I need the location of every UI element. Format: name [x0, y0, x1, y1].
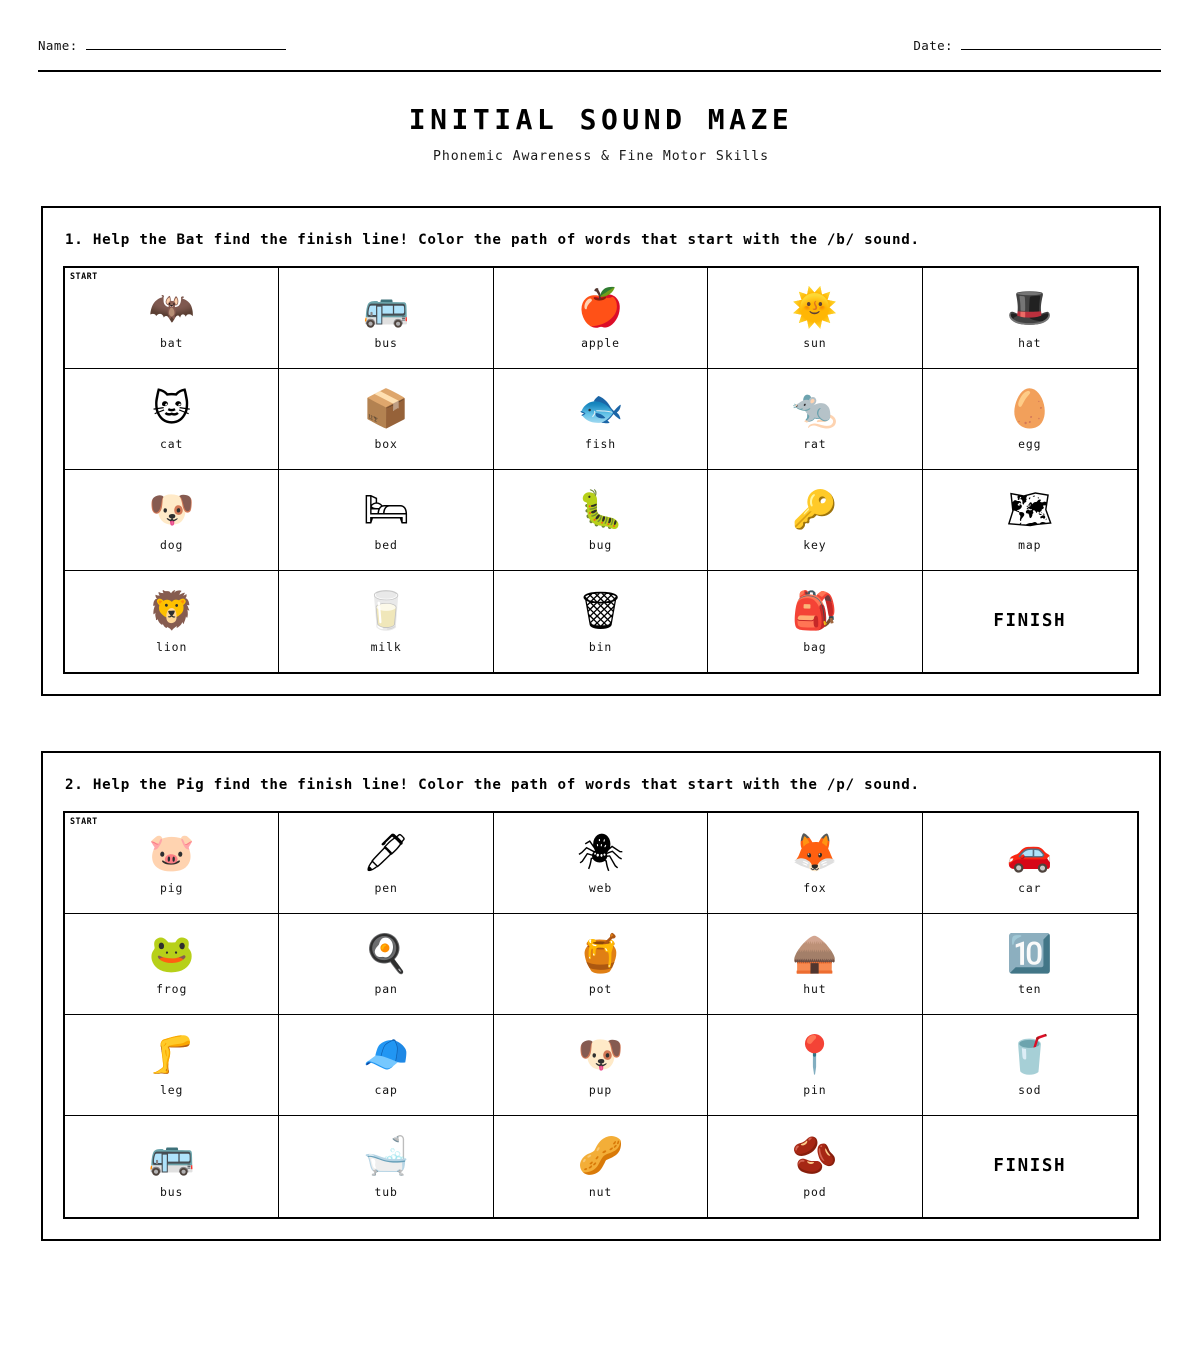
bus-icon: 🚌 [363, 285, 410, 329]
student-info-bar [0, 0, 1202, 53]
maze-cell[interactable] [279, 1015, 493, 1116]
maze-cell-word: fox [803, 881, 827, 896]
maze-cell[interactable] [923, 470, 1137, 571]
maze-cell[interactable] [494, 914, 708, 1015]
maze-cell[interactable] [279, 268, 493, 369]
maze-cell[interactable] [279, 571, 493, 672]
maze-cell[interactable] [494, 1116, 708, 1217]
finish-label: FINISH [993, 1156, 1067, 1177]
maze-cell-word: nut [588, 1184, 613, 1199]
exercise-1-instruction: 1. Help the Bat find the finish line! Color the path of words that start with the /b/ sound. [65, 231, 920, 248]
dog-icon: 🐶 [148, 487, 195, 531]
pig-icon: 🐷 [148, 830, 195, 874]
maze-cell[interactable] [708, 571, 922, 672]
bug-icon: 🐛 [577, 487, 624, 531]
maze-cell-word: pan [374, 982, 398, 997]
pod-icon: 🫘 [791, 1134, 838, 1178]
name-label: Name: [38, 38, 78, 53]
bag-icon: 🎒 [791, 589, 838, 633]
maze-cell[interactable] [279, 813, 493, 914]
nut-icon: 🥜 [577, 1134, 624, 1178]
maze-cell-word: fish [584, 437, 616, 452]
maze-cell[interactable] [65, 914, 279, 1015]
egg-icon: 🥚 [1006, 386, 1053, 430]
maze-cell-word: ten [1018, 982, 1042, 997]
ten-icon: 🔟 [1006, 931, 1053, 975]
maze-cell[interactable] [65, 1116, 279, 1217]
pin-icon: 📍 [791, 1032, 838, 1076]
maze-cell[interactable] [923, 369, 1137, 470]
fish-icon: 🐟 [577, 386, 624, 430]
exercise-panel-2 [41, 751, 1161, 1241]
maze-cell[interactable] [65, 1015, 279, 1116]
maze-cell[interactable] [65, 268, 279, 369]
maze-cell[interactable] [494, 1015, 708, 1116]
maze-cell[interactable] [708, 369, 922, 470]
maze-cell[interactable] [923, 268, 1137, 369]
finish-label: FINISH [993, 611, 1067, 632]
maze-cell-word: apple [581, 336, 620, 351]
maze-cell-word: bag [803, 639, 827, 654]
maze-cell-word: web [588, 881, 613, 896]
title-block [0, 105, 1202, 164]
maze-cell-word: cap [374, 1083, 398, 1098]
pot-icon: 🍯 [577, 931, 624, 975]
header-divider [38, 70, 1161, 72]
maze-cell[interactable] [279, 369, 493, 470]
maze-cell-word: cat [160, 437, 184, 452]
maze-cell-word: pod [803, 1184, 827, 1199]
bin-icon: 🗑 [577, 589, 624, 633]
milk-icon: 🥛 [363, 589, 410, 633]
maze-cell[interactable] [494, 268, 708, 369]
date-label: Date: [913, 38, 953, 53]
maze-cell-word: car [1018, 881, 1042, 896]
rat-icon: 🐀 [791, 386, 838, 430]
maze-cell-word: frog [156, 982, 188, 997]
cat-icon: 🐱 [152, 386, 191, 430]
maze-cell[interactable] [708, 1015, 922, 1116]
car-icon: 🚗 [1006, 830, 1053, 874]
maze-cell-word: key [803, 538, 827, 553]
bat-icon: 🦇 [148, 285, 195, 329]
box-icon: 📦 [363, 386, 410, 430]
maze-cell-word: pup [588, 1083, 613, 1098]
maze-cell[interactable] [923, 914, 1137, 1015]
maze-cell-word: pig [160, 881, 184, 896]
map-icon: 🗺 [1006, 487, 1054, 531]
maze-cell-finish[interactable] [923, 1116, 1137, 1217]
maze-cell-word: bed [374, 538, 398, 553]
page-title: INITIAL SOUND MAZE [408, 103, 794, 136]
page-subtitle: Phonemic Awareness & Fine Motor Skills [433, 148, 769, 164]
maze-cell-word: map [1018, 538, 1042, 553]
maze-cell-word: sod [1018, 1083, 1042, 1098]
maze-cell-word: tub [374, 1184, 398, 1199]
maze-cell-word: egg [1018, 437, 1042, 452]
maze-cell[interactable] [494, 571, 708, 672]
maze-cell-word: pin [803, 1083, 827, 1098]
key-icon: 🔑 [791, 487, 838, 531]
hut-icon: 🛖 [791, 931, 838, 975]
maze-cell-word: hut [803, 982, 827, 997]
sun-icon: 🌞 [791, 285, 838, 329]
maze-cell-word: milk [370, 639, 402, 654]
exercise-panel-1 [41, 206, 1161, 696]
cap-icon: 🧢 [363, 1032, 410, 1076]
frog-icon: 🐸 [148, 931, 195, 975]
maze-cell-finish[interactable] [923, 571, 1137, 672]
date-write-line[interactable] [961, 38, 1161, 50]
maze-cell[interactable] [708, 813, 922, 914]
tub-icon: 🛁 [363, 1134, 410, 1178]
maze-cell-word: bus [374, 336, 398, 351]
maze-cell[interactable] [494, 369, 708, 470]
spider-icon: 🕷 [577, 830, 624, 874]
maze-cell-word: bin [588, 639, 613, 654]
maze-cell[interactable] [708, 914, 922, 1015]
name-field[interactable] [38, 38, 286, 53]
maze-cell[interactable] [65, 813, 279, 914]
maze-cell-word: leg [160, 1083, 184, 1098]
soda-icon: 🥤 [1006, 1032, 1053, 1076]
maze-cell[interactable] [65, 369, 279, 470]
maze-cell-word: lion [156, 639, 188, 654]
date-field[interactable] [913, 38, 1161, 53]
bed-icon: 🛏 [362, 487, 410, 531]
maze-cell[interactable] [923, 813, 1137, 914]
maze-cell[interactable] [923, 1015, 1137, 1116]
maze-cell-word: rat [803, 437, 827, 452]
puppy-icon: 🐶 [577, 1032, 624, 1076]
lion-icon: 🦁 [148, 589, 195, 633]
maze-cell[interactable] [708, 1116, 922, 1217]
maze-grid-2 [63, 811, 1139, 1219]
maze-cell[interactable] [494, 813, 708, 914]
maze-cell[interactable] [494, 470, 708, 571]
leg-icon: 🦵 [148, 1032, 195, 1076]
maze-cell[interactable] [279, 914, 493, 1015]
name-write-line[interactable] [86, 38, 286, 50]
maze-grid-1 [63, 266, 1139, 674]
maze-cell-word: dog [160, 538, 184, 553]
maze-cell[interactable] [279, 1116, 493, 1217]
maze-cell[interactable] [279, 470, 493, 571]
maze-cell[interactable] [708, 268, 922, 369]
maze-cell-word: bat [160, 336, 184, 351]
maze-cell-word: sun [803, 336, 827, 351]
maze-cell-word: hat [1018, 336, 1042, 351]
hat-icon: 🎩 [1006, 285, 1053, 329]
fox-icon: 🦊 [791, 830, 838, 874]
maze-cell[interactable] [65, 470, 279, 571]
pan-icon: 🍳 [363, 931, 410, 975]
pen-icon: 🖊 [362, 830, 410, 874]
maze-cell-word: pen [374, 881, 398, 896]
maze-cell[interactable] [65, 571, 279, 672]
exercise-2-instruction: 2. Help the Pig find the finish line! Color the path of words that start with the /p/ sound. [65, 776, 920, 793]
maze-cell-word: bus [160, 1184, 184, 1199]
start-badge: START [70, 270, 98, 281]
apple-icon: 🍎 [577, 285, 624, 329]
maze-cell[interactable] [708, 470, 922, 571]
bus-icon: 🚌 [148, 1134, 195, 1178]
maze-cell-word: box [374, 437, 398, 452]
maze-cell-word: bug [588, 538, 613, 553]
maze-cell-word: pot [588, 982, 613, 997]
start-badge: START [70, 815, 98, 826]
